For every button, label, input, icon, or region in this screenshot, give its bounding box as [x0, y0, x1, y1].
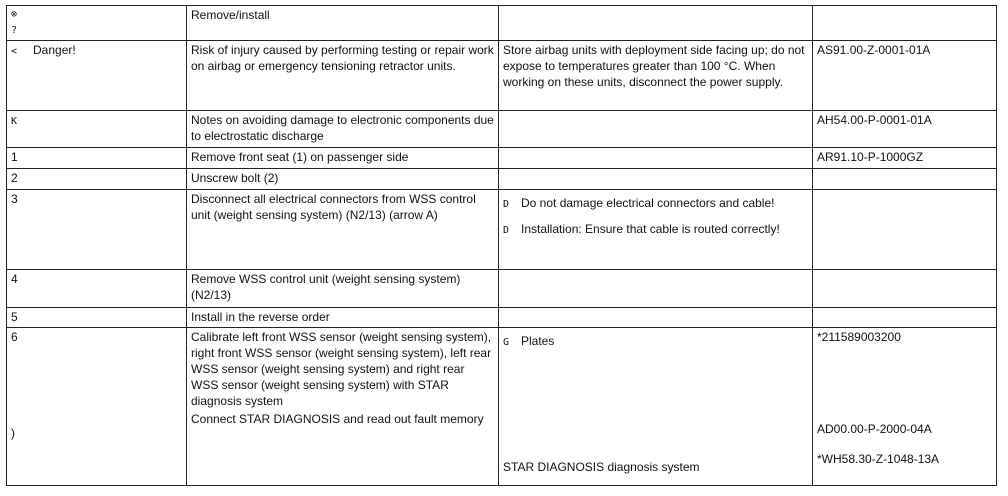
- note-item: [503, 333, 808, 351]
- action-text: Calibrate left front WSS sensor (weight sensing system), right front WSS sensor (weight sensing system), left rear WSS sensor (weight sensing system) and right rear WSS sensor (weight sensing system) with STAR diagnosis system: [191, 330, 492, 408]
- table-row: [7, 328, 997, 486]
- action-text: Notes on avoiding damage to electronic components due to electrostatic discharge: [191, 113, 494, 143]
- reference-cell: [813, 6, 997, 41]
- action-cell: [187, 41, 499, 111]
- note-cell: [499, 190, 813, 270]
- reference-link[interactable]: AD00.00-P-2000-04A: [817, 422, 932, 436]
- danger-label: Danger!: [33, 43, 76, 57]
- action-cell: [187, 190, 499, 270]
- reference-cell: [813, 308, 997, 328]
- note-text: Do not damage electrical connectors and cable!: [521, 196, 775, 210]
- action-cell: [187, 111, 499, 148]
- action-cell: [187, 6, 499, 41]
- diagnosis-icon: ): [11, 426, 15, 440]
- action-cell: [187, 308, 499, 328]
- action-text: Remove front seat (1) on passenger side: [191, 150, 409, 164]
- table-row: [7, 190, 997, 270]
- step-number: 1: [11, 150, 18, 164]
- action-cell: [187, 270, 499, 308]
- note-cell: [499, 6, 813, 41]
- action-text: Connect STAR DIAGNOSIS and read out fault memory: [191, 412, 484, 426]
- step-number-cell: [7, 190, 187, 270]
- note-text: Installation: Ensure that cable is routed correctly!: [521, 222, 780, 236]
- note-cell: [499, 270, 813, 308]
- remove-install-icon: ⊗ ?: [11, 9, 18, 36]
- caution-icon: D: [503, 225, 510, 236]
- table-row: [7, 169, 997, 190]
- reference-link[interactable]: AS91.00-Z-0001-01A: [817, 43, 931, 57]
- reference-link[interactable]: AR91.10-P-1000GZ: [817, 150, 924, 164]
- row-symbol-cell: [7, 41, 187, 111]
- note-item: [503, 195, 808, 213]
- step-number-cell: [7, 270, 187, 308]
- note-cell: [499, 41, 813, 111]
- action-cell: [187, 328, 499, 486]
- step-number: 6: [11, 330, 18, 344]
- note-text: Plates: [521, 334, 555, 348]
- reference-cell: [813, 111, 997, 148]
- step-number: 2: [11, 171, 18, 185]
- note-cell: [499, 169, 813, 190]
- esd-icon: K: [11, 116, 18, 127]
- note-cell: [499, 308, 813, 328]
- procedure-document: [6, 5, 996, 486]
- action-cell: [187, 169, 499, 190]
- action-text: Disconnect all electrical connectors from WSS control unit (weight sensing system) (N2/13) (arrow A): [191, 192, 476, 222]
- step-number: 3: [11, 192, 18, 206]
- reference-cell: [813, 41, 997, 111]
- note-item: [503, 221, 808, 239]
- procedure-table: [6, 5, 997, 486]
- note-cell: [499, 111, 813, 148]
- table-row: [7, 41, 997, 111]
- action-text: Install in the reverse order: [191, 310, 330, 324]
- step-number-cell: [7, 328, 187, 486]
- action-text: Remove/install: [191, 8, 270, 22]
- row-symbol-cell: [7, 111, 187, 148]
- reference-cell: [813, 328, 997, 486]
- table-row: [7, 111, 997, 148]
- step-number-cell: [7, 148, 187, 169]
- reference-cell: [813, 190, 997, 270]
- step-number-cell: [7, 308, 187, 328]
- note-cell: [499, 148, 813, 169]
- reference-link[interactable]: *WH58.30-Z-1048-13A: [817, 452, 940, 466]
- row-symbol-cell: [7, 6, 187, 41]
- tool-icon: G: [503, 337, 510, 348]
- danger-icon: <: [11, 46, 18, 57]
- note-text: STAR DIAGNOSIS diagnosis system: [503, 460, 700, 474]
- step-number: 4: [11, 272, 18, 286]
- note-cell: [499, 328, 813, 486]
- action-text: Remove WSS control unit (weight sensing system) (N2/13): [191, 272, 461, 302]
- action-cell: [187, 148, 499, 169]
- table-row: [7, 308, 997, 328]
- note-text: Store airbag units with deployment side facing up; do not expose to temperatures greater than 100 °C. When working on these units, disconnect the power supply.: [503, 43, 805, 89]
- reference-cell: [813, 169, 997, 190]
- table-row: [7, 270, 997, 308]
- caution-icon: D: [503, 199, 510, 210]
- table-row: [7, 6, 997, 41]
- action-text: Risk of injury caused by performing testing or repair work on airbag or emergency tensioning retractor units.: [191, 43, 494, 73]
- table-row: [7, 148, 997, 169]
- reference-cell: [813, 148, 997, 169]
- reference-link[interactable]: AH54.00-P-0001-01A: [817, 113, 932, 127]
- reference-cell: [813, 270, 997, 308]
- step-number-cell: [7, 169, 187, 190]
- action-text: Unscrew bolt (2): [191, 171, 279, 185]
- reference-link[interactable]: *211589003200: [817, 330, 901, 344]
- step-number: 5: [11, 310, 18, 324]
